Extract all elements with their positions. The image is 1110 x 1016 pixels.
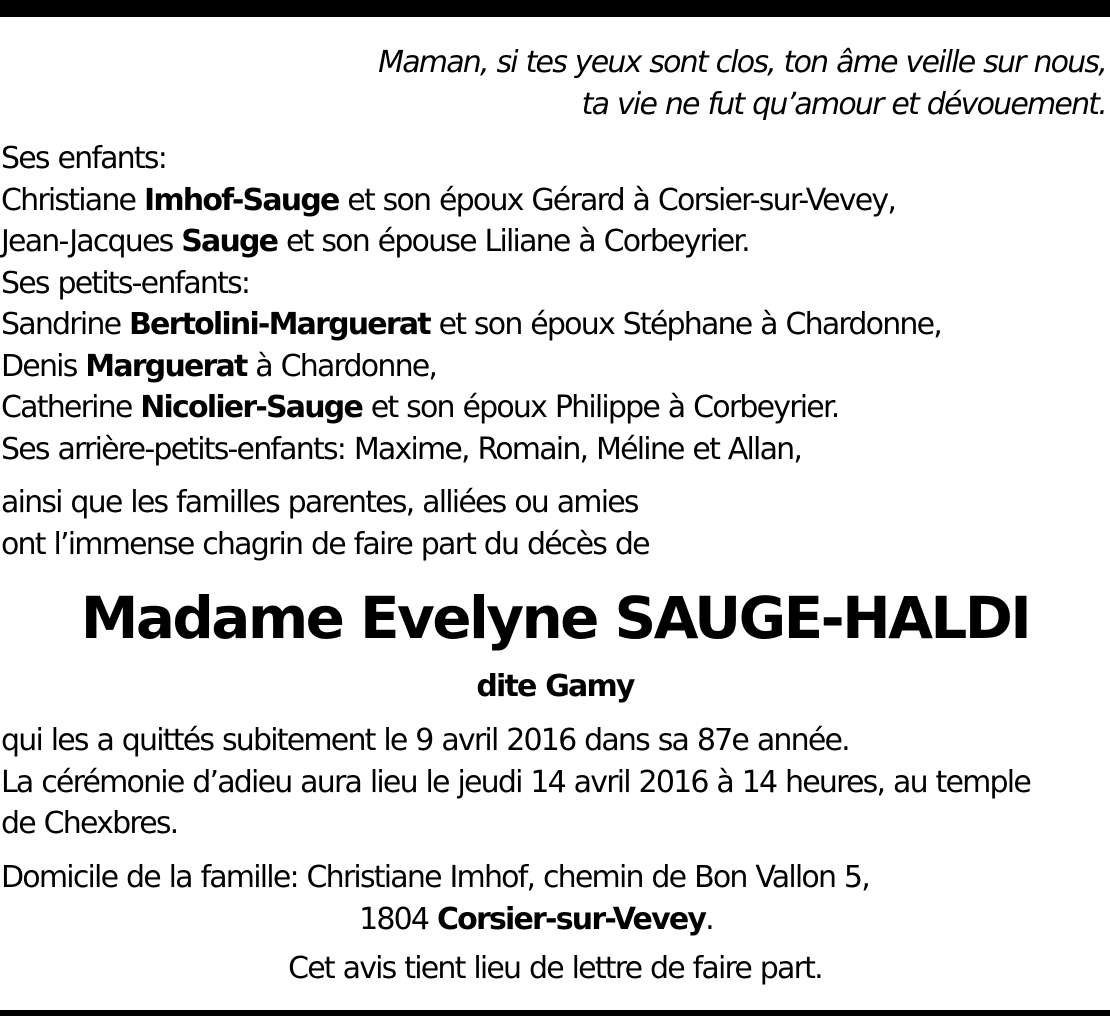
announcement (1, 482, 649, 565)
member-details: et son épouse Liliane à Corbeyrier. (277, 224, 749, 259)
domicile-postcode: 1804 (359, 901, 437, 937)
member-details: et son époux Stéphane à Chardonne, (429, 307, 942, 342)
family-domicile (1, 857, 1071, 940)
children-heading: Ses enfants: (1, 141, 166, 176)
member-last-name: Imhof-Sauge (143, 182, 339, 218)
family-member (1, 304, 941, 346)
epigraph-line-2: ta vie ne fut qu’amour et dévouement. (581, 86, 1106, 122)
domicile-line-1: Domicile de la famille: Christiane Imhof, chemin de Bon Vallon 5, (1, 860, 869, 895)
member-last-name: Nicolier-Sauge (140, 390, 363, 425)
grandchildren-heading: Ses petits-enfants: (1, 265, 250, 301)
family-member (1, 346, 941, 388)
family-list (1, 138, 941, 470)
domicile-town: Corsier-sur-Vevey (436, 901, 706, 937)
announcement-line-1: ainsi que les familles parentes, alliées ou amies (1, 485, 638, 520)
family-member (1, 180, 941, 222)
deceased-nickname: dite Gamy (476, 669, 634, 704)
member-details: et son époux Gérard à Corsier-sur-Vevey, (338, 182, 896, 218)
top-rule (0, 0, 1110, 17)
epigraph-line-1: Maman, si tes yeux sont clos, ton âme veille sur nous, (378, 45, 1106, 80)
member-first-name: Sandrine (1, 307, 129, 342)
death-details (1, 720, 1030, 845)
details-line-2: La cérémonie d’adieu aura lieu le jeudi 14 avril 2016 à 14 heures, au temple (1, 764, 1030, 800)
member-details: à Chardonne, (246, 348, 437, 384)
member-last-name: Bertolini-Marguerat (128, 307, 430, 342)
member-last-name: Marguerat (85, 348, 247, 384)
deceased-name: Madame Evelyne SAUGE-HALDI (80, 584, 1030, 652)
great-grandchildren-line: Ses arrière-petits-enfants: Maxime, Romain, Méline et Allan, (1, 431, 802, 467)
domicile-line-2 (1, 899, 1071, 941)
member-first-name: Christiane (1, 182, 144, 218)
member-first-name: Denis (1, 348, 86, 384)
bottom-rule (0, 1010, 1110, 1016)
domicile-end: . (705, 901, 713, 937)
member-details: et son époux Philippe à Corbeyrier. (362, 390, 839, 425)
details-line-1: qui les a quittés subitement le 9 avril 2016 dans sa 87e année. (1, 723, 849, 758)
epigraph (378, 42, 1106, 125)
notice-line: Cet avis tient lieu de lettre de faire part. (288, 951, 822, 986)
announcement-line-2: ont l’immense chagrin de faire part du décès de (1, 526, 649, 562)
family-member (1, 221, 941, 263)
member-first-name: Catherine (1, 390, 141, 425)
family-member (1, 387, 941, 429)
member-last-name: Sauge (181, 224, 278, 259)
details-line-3: de Chexbres. (1, 806, 178, 841)
member-first-name: Jean-Jacques (1, 224, 182, 259)
